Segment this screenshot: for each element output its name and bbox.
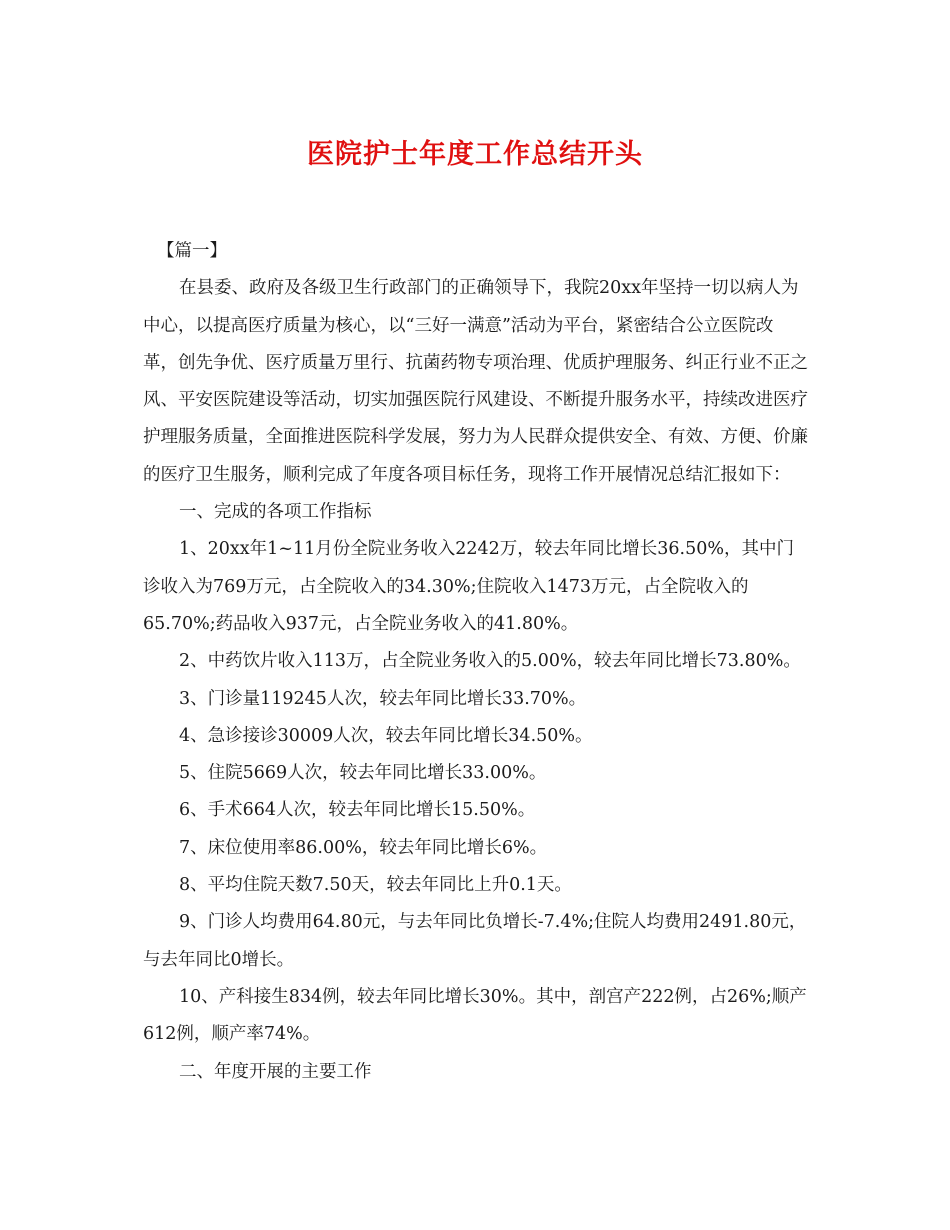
- document-title: 医院护士年度工作总结开头: [307, 139, 643, 170]
- heading-main-work: 二、年度开展的主要工作: [179, 1061, 372, 1082]
- indicator-item-2: 2、中药饮片收入113万，占全院业务收入的5.00%，较去年同比增长73.80%。: [179, 651, 801, 672]
- indicator-item-1: 1、20xx年1~11月份全院业务收入2242万，较去年同比增长36.50%，其中门诊收入为769万元，占全院收入的34.30%;住院收入1473万元，占全院收入的65.70%;药品收入937元，占全院业务收入的41.80%。: [143, 539, 794, 634]
- indicator-item-8: 8、平均住院天数7.50天，较去年同比上升0.1天。: [179, 875, 572, 896]
- indicator-item-7: 7、床位使用率86.00%，较去年同比增长6%。: [179, 837, 548, 858]
- section-label: 【篇一】: [157, 241, 227, 261]
- document-body: [143, 233, 808, 1091]
- indicator-item-6: 6、手术664人次，较去年同比增长15.50%。: [179, 800, 536, 821]
- indicator-item-9: 9、门诊人均费用64.80元，与去年同比负增长-7.4%;住院人均费用2491.80元，与去年同比0增长。: [143, 912, 807, 970]
- indicator-item-10: 10、产科接生834例，较去年同比增长30%。其中，剖宫产222例，占26%;顺产612例，顺产率74%。: [143, 986, 807, 1045]
- indicator-item-5: 5、住院5669人次，较去年同比增长33.00%。: [179, 763, 547, 784]
- intro-paragraph: 在县委、政府及各级卫生行政部门的正确领导下，我院20xx年坚持一切以病人为中心，以提高医疗质量为核心，以“三好一满意”活动为平台，紧密结合公立医院改革，创先争优、医疗质量万里行、抗菌药物专项治理、优质护理服务、纠正行业不正之风、平安医院建设等活动，切实加强医院行风建设、不断提升服务水平，持续改进医疗护理服务质量，全面推进医院科学发展，努力为人民群众提供安全、有效、方便、价廉的医疗卫生服务，顺利完成了年度各项目标任务，现将工作开展情况总结汇报如下：: [143, 278, 808, 485]
- indicator-item-3: 3、门诊量119245人次，较去年同比增长33.70%。: [179, 688, 587, 709]
- indicator-item-4: 4、急诊接诊30009人次，较去年同比增长34.50%。: [179, 725, 593, 746]
- heading-completed-indicators: 一、完成的各项工作指标: [179, 502, 372, 523]
